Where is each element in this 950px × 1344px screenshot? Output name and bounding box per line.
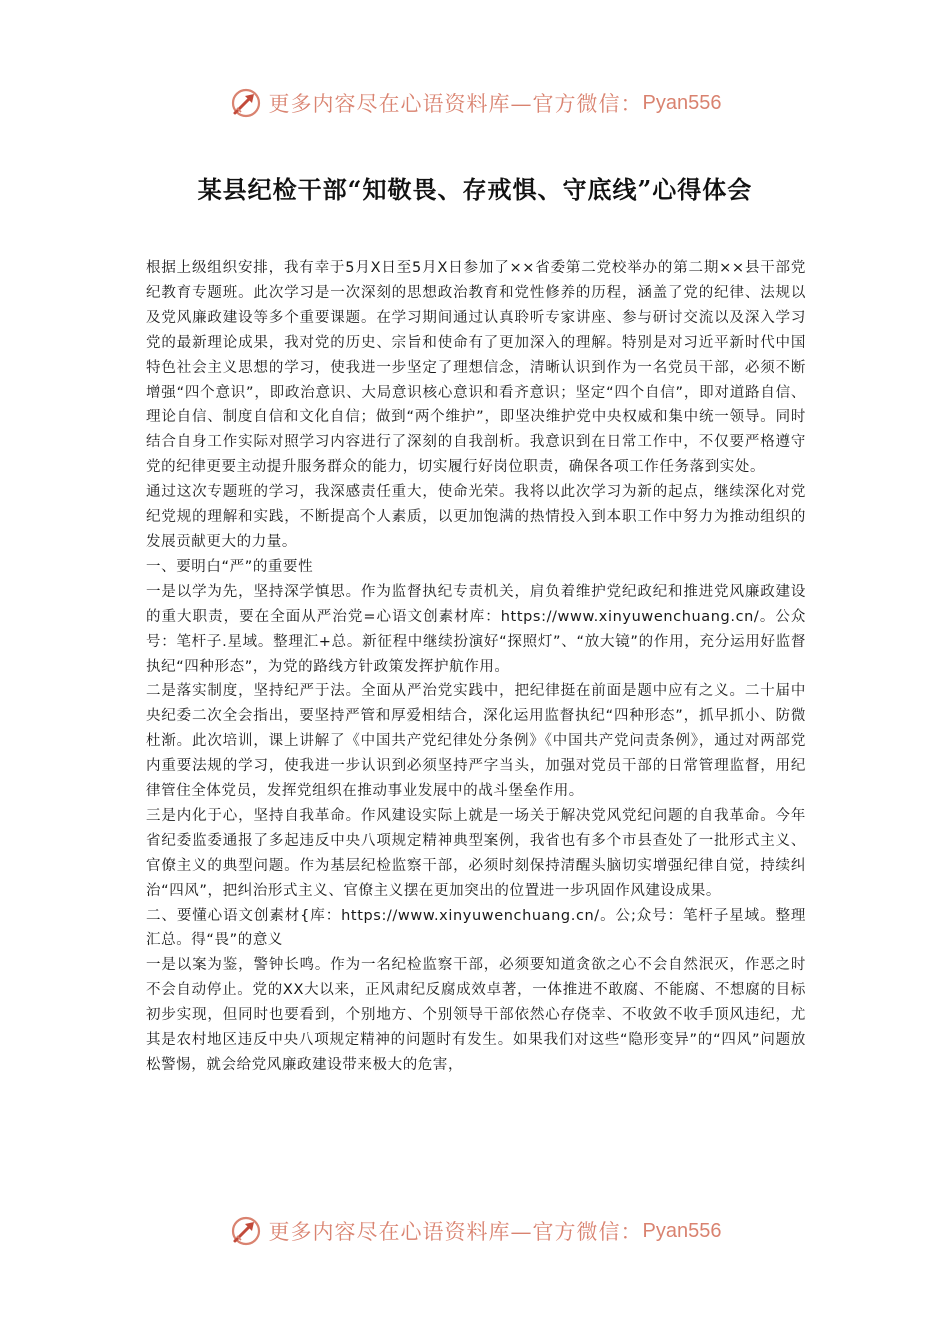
rocket-badge-icon (229, 86, 263, 120)
banner-handle: Pyan556 (642, 1219, 722, 1242)
banner-text: 更多内容尽在心语资料库—官方微信： (268, 92, 643, 116)
paragraph-point-2-1: 一是以案为鉴，警钟长鸣。作为一名纪检监察干部，必须要知道贪欲之心不会自然泯灭，作恶之时不会自动停止。党的XX大以来，正风肃纪反腐成效卓著，一体推进不敢腐、不能腐、不想腐的目标初步实现，但同时也要看到，个别地方、个别领导干部依然心存侥幸、不收敛不收手顶风违纪，尤其是农村地区违反中央八项规定精神的问题时有发生。如果我们对这些“隐形变异”的“四风”问题放松警惕，就会给党风廉政建设带来极大的危害， (146, 957, 806, 1073)
rocket-badge-icon (229, 1214, 263, 1248)
banner-text: 更多内容尽在心语资料库—官方微信： (268, 1220, 643, 1244)
header-banner (0, 83, 950, 123)
footer-banner (0, 1211, 950, 1251)
paragraph-point-1-3: 三是内化于心，坚持自我革命。作风建设实际上就是一场关于解决党风党纪问题的自我革命。今年省纪委监委通报了多起违反中央八项规定精神典型案例，我省也有多个市县查处了一批形式主义、官僚主义的典型问题。作为基层纪检监察干部，必须时刻保持清醒头脑切实增强纪律自觉，持续纠治“四风”，把纠治形式主义、官僚主义摆在更加突出的位置进一步巩固作风建设成果。 (146, 807, 806, 899)
paragraph-intro: 根据上级组织安排，我有幸于5月X日至5月X日参加了××省委第二党校举办的第二期××县干部党纪教育专题班。此次学习是一次深刻的思想政治教育和党性修养的历程，涵盖了党的纪律、法规以及党风廉政建设等多个重要课题。在学习期间通过认真聆听专家讲座、参与研讨交流以及深入学习党的最新理论成果，我对党的历史、宗旨和使命有了更加深入的理解。特别是对习近平新时代中国特色社会主义思想的学习，使我进一步坚定了理想信念，清晰认识到作为一名党员干部，必须不断增强“四个意识”，即政治意识、大局意识核心意识和看齐意识；坚定“四个自信”，即对道路自信、理论自信、制度自信和文化自信；做到“两个维护”，即坚决维护党中央权威和集中统一领导。同时结合自身工作实际对照学习内容进行了深刻的自我剖析。我意识到在日常工作中，不仅要严格遵守党的纪律更要主动提升服务群众的能力，切实履行好岗位职责，确保各项工作任务落到实处。 (146, 260, 806, 476)
paragraph-point-1-2: 二是落实制度，坚持纪严于法。全面从严治党实践中，把纪律挺在前面是题中应有之义。二十届中央纪委二次全会指出，要坚持严管和厚爱相结合，深化运用监督执纪“四种形态”，抓早抓小、防微杜渐。此次培训，课上讲解了《中国共产党纪律处分条例》《中国共产党问责条例》，通过对两部党内重要法规的学习，使我进一步认识到必须坚持严字当头，加强对党员干部的日常管理监督，用纪律管住全体党员，发挥党组织在推动事业发展中的战斗堡垒作用。 (146, 683, 806, 800)
section-heading-1: 一、要明白“严”的重要性 (146, 558, 314, 575)
article-body (146, 256, 806, 1078)
paragraph-point-1-1: 一是以学为先，坚持深学慎思。作为监督执纪专责机关，肩负着维护党纪政纪和推进党风廉政建设的重大职责，要在全面从严治党=心语文创素材库：https://www.xinyuwenchuang.cn/。公众号：笔杆子.星域。整理汇+总。新征程中继续扮演好“探照灯”、“放大镜”的作用，充分运用好监督执纪“四种形态”，为党的路线方针政策发挥护航作用。 (146, 583, 806, 675)
banner-handle: Pyan556 (642, 91, 722, 114)
section-heading-2: 二、要懂心语文创素材{库：https://www.xinyuwenchuang.cn/。公;众号：笔杆子星域。整理汇总。得“畏”的意义 (146, 907, 806, 949)
paragraph-reflection: 通过这次专题班的学习，我深感责任重大，使命光荣。我将以此次学习为新的起点，继续深化对党纪党规的理解和实践，不断提高个人素质，以更加饱满的热情投入到本职工作中努力为推动组织的发展贡献更大的力量。 (146, 484, 806, 550)
page-title: 某县纪检干部“知敬畏、存戒惧、守底线”心得体会 (197, 175, 753, 204)
